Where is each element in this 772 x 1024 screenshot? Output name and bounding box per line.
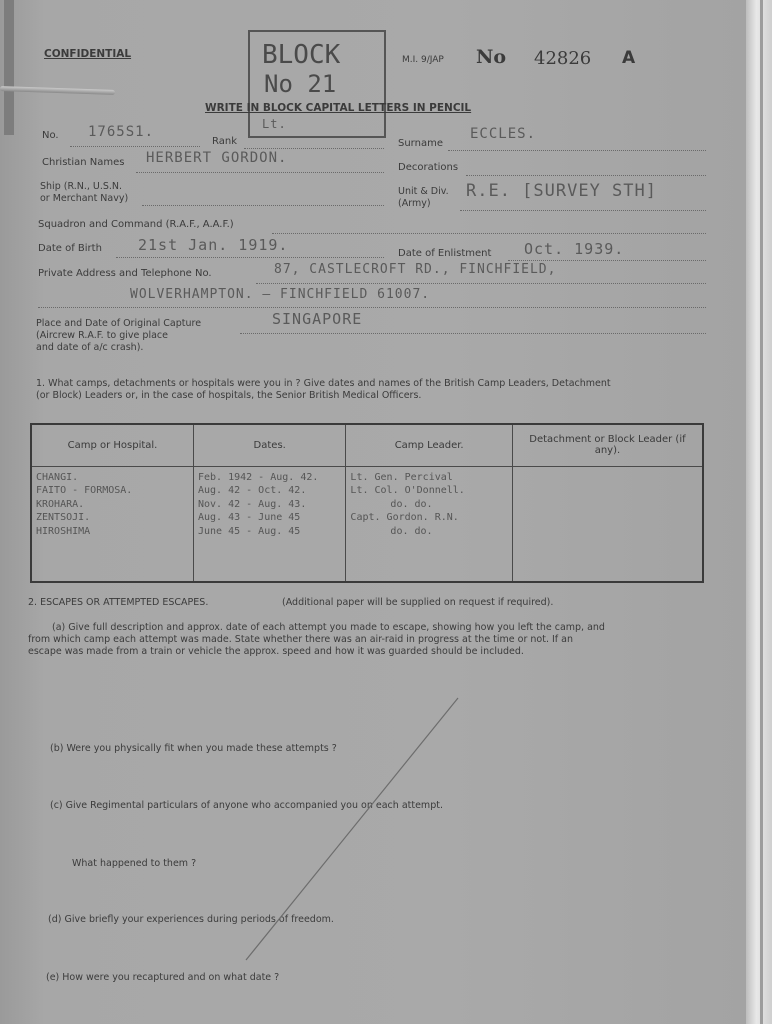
ship-label-1: Ship (R.N., U.S.N. — [40, 181, 123, 192]
address-label: Private Address and Telephone No. — [38, 268, 212, 279]
instruction-heading: WRITE IN BLOCK CAPITAL LETTERS IN PENCIL — [205, 102, 472, 114]
table-cell: CHANGI. — [36, 471, 79, 483]
question-2a-line-1: (a) Give full description and approx. date of each attempt you made to escape, showing how you left the camp, and — [52, 622, 605, 633]
table-cell: Aug. 43 - June 45 — [197, 512, 301, 524]
question-2a-line-2: from which camp each attempt was made. State whether there was an air-raid in progress at the time or not. If an — [28, 634, 574, 645]
capture-value: SINGAPORE — [272, 310, 363, 328]
table-cell: June 45 - Aug. 45 — [197, 525, 301, 537]
stamp-line-2: No 21 — [264, 70, 337, 98]
capture-label-1: Place and Date of Original Capture — [36, 318, 202, 329]
unit-label-2: (Army) — [398, 198, 431, 209]
surname-value: ECCLES. — [470, 126, 537, 142]
surname-label: Surname — [398, 138, 443, 149]
table-cell: Feb. 1942 - Aug. 42. — [197, 471, 319, 483]
question-2a-line-3: escape was made from a train or vehicle the approx. speed and how it was guarded should be included. — [28, 646, 524, 657]
column-header-detachment: Detachment or Block Leader (if any). — [512, 424, 703, 466]
no-value: 1765S1. — [88, 124, 155, 140]
dob-value: 21st Jan. 1919. — [138, 236, 289, 254]
question-1-line-1: 1. What camps, detachments or hospitals were you in ? Give dates and names of the British Camp Leaders, Detachment — [36, 378, 611, 389]
strike-line — [246, 698, 458, 960]
column-header-leader: Camp Leader. — [346, 424, 512, 466]
question-2-title: 2. ESCAPES OR ATTEMPTED ESCAPES. — [28, 597, 209, 608]
table-cell: do. do. — [390, 498, 433, 510]
table-cell: Nov. 42 - Aug. 43. — [197, 498, 307, 510]
table-cell: ZENTSOJI. — [36, 512, 91, 524]
squadron-label: Squadron and Command (R.A.F., A.A.F.) — [38, 219, 234, 230]
table-cell: Aug. 42 - Oct. 42. — [197, 485, 307, 497]
enlistment-value: Oct. 1939. — [524, 240, 625, 258]
question-1-line-2: (or Block) Leaders or, in the case of hospitals, the Senior British Medical Officers. — [36, 390, 422, 401]
decorations-label: Decorations — [398, 162, 459, 173]
table-cell: KROHARA. — [36, 498, 85, 510]
rank-label: Rank — [212, 136, 237, 147]
number-label: No — [476, 46, 507, 68]
table-cell: do. do. — [390, 525, 433, 537]
stamp-line-1: BLOCK — [262, 40, 341, 70]
capture-label-3: and date of a/c crash). — [36, 342, 144, 353]
unit-label-1: Unit & Div. — [398, 186, 449, 197]
no-label: No. — [42, 130, 59, 141]
question-2b: (b) Were you physically fit when you made these attempts ? — [50, 743, 337, 754]
rank-value: Lt. — [262, 117, 287, 131]
ship-label-2: or Merchant Navy) — [40, 193, 129, 204]
form-suffix: A — [622, 48, 636, 68]
christian-names-value: HERBERT GORDON. — [146, 150, 288, 166]
confidential-label: CONFIDENTIAL — [44, 48, 132, 60]
column-header-camp: Camp or Hospital. — [31, 424, 193, 466]
question-2d: (d) Give briefly your experiences during periods of freedom. — [48, 914, 334, 925]
christian-names-label: Christian Names — [42, 157, 125, 168]
dob-label: Date of Birth — [38, 243, 102, 254]
question-2c-followup: What happened to them ? — [72, 858, 197, 869]
question-2-note: (Additional paper will be supplied on request if required). — [282, 597, 554, 608]
form-code: M.I. 9/JAP — [402, 55, 444, 65]
question-2e: (e) How were you recaptured and on what date ? — [46, 972, 280, 983]
column-header-dates: Dates. — [193, 424, 345, 466]
form-number: 42826 — [534, 48, 592, 69]
table-cell: Lt. Gen. Percival — [350, 471, 453, 483]
address-value-2: WOLVERHAMPTON. — FINCHFIELD 61007. — [130, 287, 431, 302]
capture-label-2: (Aircrew R.A.F. to give place — [36, 330, 168, 341]
table-cell: FAITO - FORMOSA. — [36, 485, 133, 497]
table-cell: Capt. Gordon. R.N. — [350, 512, 459, 524]
address-value-1: 87, CASTLECROFT RD., FINCHFIELD, — [274, 262, 557, 277]
question-2c: (c) Give Regimental particulars of anyone who accompanied you on each attempt. — [50, 800, 443, 811]
unit-value: R.E. [SURVEY STH] — [466, 181, 657, 201]
enlistment-label: Date of Enlistment — [398, 248, 492, 259]
table-cell: HIROSHIMA — [36, 525, 91, 537]
table-cell: Lt. Col. O'Donnell. — [350, 485, 465, 497]
